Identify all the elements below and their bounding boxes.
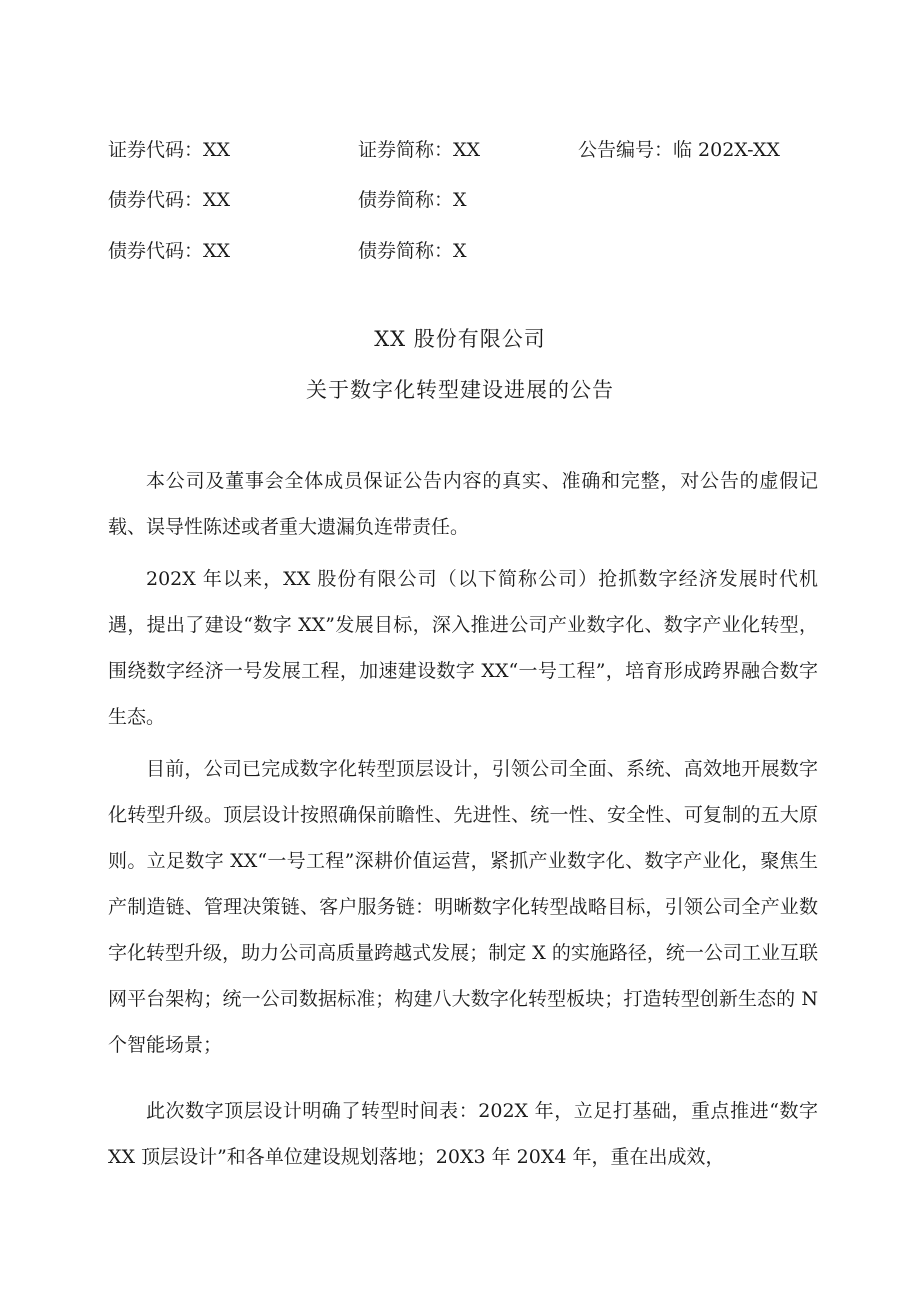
bond-code-1: 债券代码：XX	[108, 189, 231, 211]
paragraph-timeline: 此次数字顶层设计明确了转型时间表：202X 年，立足打基础，重点推进“数字 XX 顶层设计”和各单位建设规划落地；20X3 年 20X4 年，重在出成效，	[108, 1100, 818, 1168]
paragraph-disclaimer: 本公司及董事会全体成员保证公告内容的真实、准确和完整，对公告的虚假记载、误导性陈述或者重大遗漏负连带责任。	[108, 470, 818, 538]
security-short-name: 证券简称：XX	[358, 139, 481, 161]
paragraph-progress: 目前，公司已完成数字化转型顶层设计，引领公司全面、系统、高效地开展数字化转型升级。顶层设计按照确保前瞻性、先进性、统一性、安全性、可复制的五大原则。立足数字 XX“一号工程”深耕价值运营，紧抓产业数字化、数字产业化，聚焦生产制造链、管理决策链、客户服务链：明晰数字化转型战略目标，引领公司全产业数字化转型升级，助力公司高质量跨越式发展；制定 X 的实施路径，统一公司工业互联网平台架构；统一公司数据标准；构建八大数字化转型板块；打造转型创新生态的 N 个智能场景；	[108, 758, 818, 1056]
bond-short-name-2: 债券简称：X	[358, 240, 467, 262]
bond-code-2: 债券代码：XX	[108, 240, 231, 262]
security-code: 证券代码：XX	[108, 139, 231, 161]
bond-short-name-1: 债券简称：X	[358, 189, 467, 211]
announcement-number: 公告编号：临 202X-XX	[578, 139, 780, 161]
paragraph-background: 202X 年以来，XX 股份有限公司（以下简称公司）抢抓数字经济发展时代机遇，提出了建设“数字 XX”发展目标，深入推进公司产业数字化、数字产业化转型，围绕数字经济一号发展工程，加速建设数字 XX“一号工程”，培育形成跨界融合数字生态。	[108, 568, 818, 728]
announcement-body	[108, 458, 818, 1180]
announcement-title: 关于数字化转型建设进展的公告	[306, 378, 614, 402]
company-title: XX 股份有限公司	[374, 327, 546, 351]
